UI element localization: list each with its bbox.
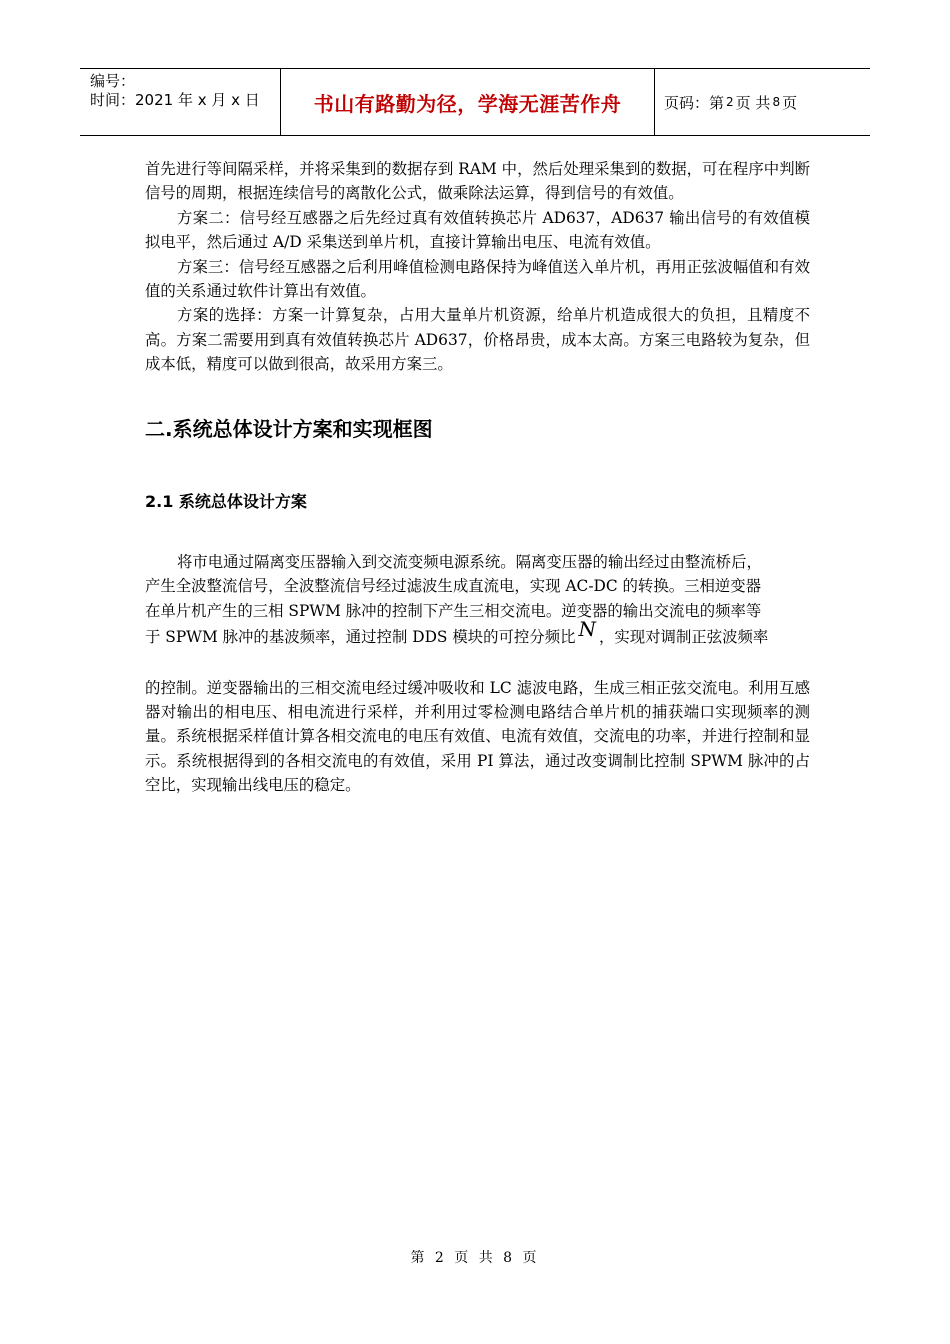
header-page-info	[655, 69, 870, 135]
page-mid: 页 共	[735, 93, 771, 112]
page-suffix: 页	[782, 93, 798, 112]
page-total: 8	[772, 95, 781, 109]
paragraph-1: 首先进行等间隔采样，并将采集到的数据存到 RAM 中，然后处理采集到的数据，可在程序中判断信号的周期，根据连续信号的离散化公式，做乘除法运算，得到信号的有效值。	[145, 160, 810, 203]
body2-line-3: 在单片机产生的三相 SPWM 脉冲的控制下产生三相交流电。逆变器的输出交流电的频率等	[145, 601, 762, 620]
body2-line-4	[145, 617, 810, 649]
header-motto: 书山有路勤为径，学海无涯苦作舟	[281, 69, 655, 135]
paragraph-3: 方案三：信号经互感器之后利用峰值检测电路保持为峰值送入单片机，再用正弦波幅值和有效值的关系通过软件计算出有效值。	[145, 257, 810, 301]
body-text-2	[145, 550, 810, 798]
page-current: 2	[726, 95, 734, 109]
section-heading: 二.系统总体设计方案和实现框图	[145, 417, 433, 441]
number-label: 编号：	[90, 72, 136, 90]
body2-rest: 的控制。逆变器输出的三相交流电经过缓冲吸收和 LC 滤波电路，生成三相正弦交流电。利用互感器对输出的相电压、相电流进行采样，并利用过零检测电路结合单片机的捕获端口实现频率的测量。系统根据采样值计算各相交流电的电压有效值、电流有效值，交流电的功率，并进行控制和显示。系统根据得到的各相交流电的有效值，采用 PI 算法，通过改变调制比控制 SPWM 脉冲的占空比，实现输出线电压的稳定。	[145, 678, 810, 795]
page-footer: 第 2 页 共 8 页	[410, 1250, 540, 1266]
body2-line-2: 产生全波整流信号，全波整流信号经过滤波生成直流电，实现 AC-DC 的转换。三相逆变器	[145, 577, 762, 596]
page-prefix: 页码：第	[664, 93, 725, 112]
paragraph-4: 方案的选择：方案一计算复杂，占用大量单片机资源，给单片机造成很大的负担，且精度不高。方案二需要用到真有效值转换芯片 AD637，价格昂贵，成本太高。方案三电路较为复杂，但成本低，精度可以做到很高，故采用方案三。	[145, 306, 810, 374]
page-header	[80, 68, 870, 136]
header-meta	[80, 69, 281, 135]
math-symbol-n: N	[578, 617, 596, 642]
paragraph-2: 方案二：信号经互感器之后先经过真有效值转换芯片 AD637，AD637 输出信号的有效值模拟电平，然后通过 A/D 采集送到单片机，直接计算输出电压、电流有效值。	[145, 208, 810, 252]
body2-line-4b: ，实现对调制正弦波频率	[598, 628, 769, 647]
body2-line-4a: 于 SPWM 脉冲的基波频率，通过控制 DDS 模块的可控分频比	[145, 628, 576, 647]
body-text	[145, 157, 810, 377]
formula-spacing	[145, 650, 810, 676]
body2-line-1: 将市电通过隔离变压器输入到交流变频电源系统。隔离变压器的输出经过由整流桥后，	[177, 553, 762, 571]
date-label: 时间：2021 年 x 月 x 日	[90, 91, 260, 109]
subsection-heading: 2.1 系统总体设计方案	[145, 492, 307, 511]
